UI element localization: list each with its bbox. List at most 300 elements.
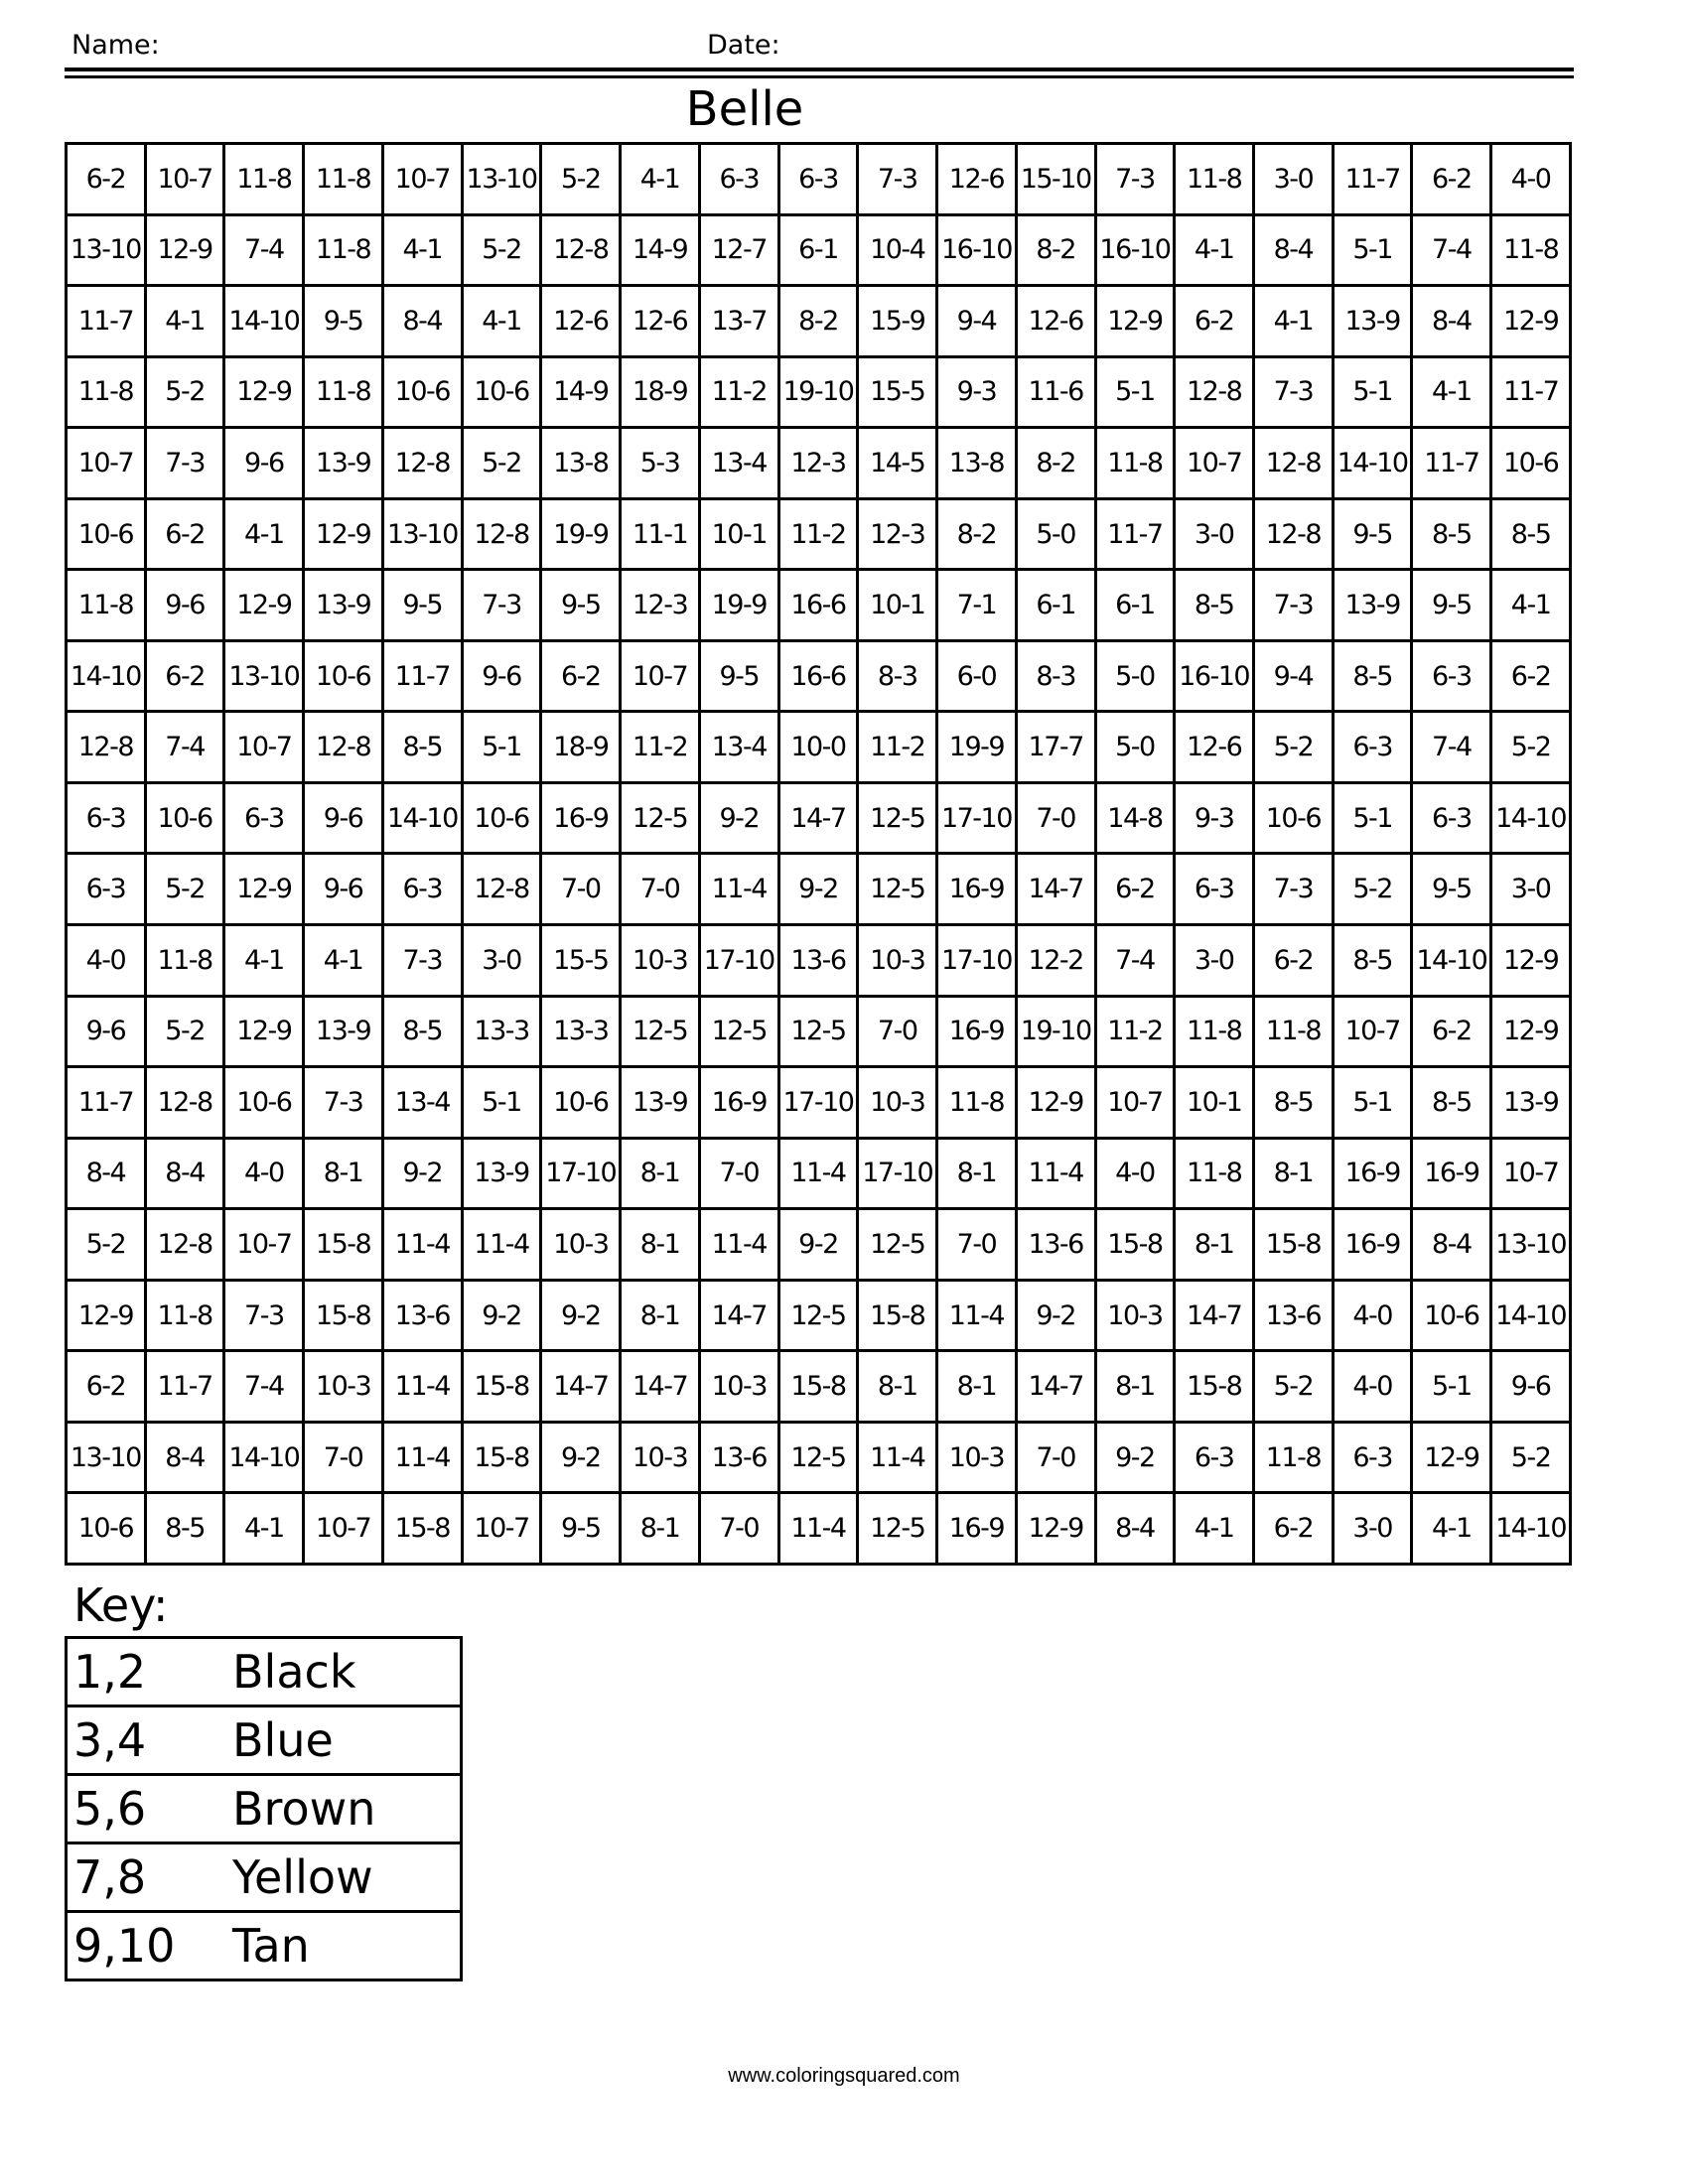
grid-cell[interactable]: 10-3 bbox=[858, 925, 937, 997]
grid-cell[interactable]: 5-2 bbox=[145, 356, 224, 428]
grid-cell[interactable]: 10-6 bbox=[224, 1067, 304, 1139]
grid-cell[interactable]: 14-10 bbox=[67, 640, 146, 712]
grid-cell[interactable]: 11-7 bbox=[1333, 144, 1412, 215]
grid-cell[interactable]: 5-3 bbox=[621, 428, 700, 499]
grid-cell[interactable]: 10-7 bbox=[1175, 428, 1254, 499]
grid-cell[interactable]: 8-5 bbox=[1491, 498, 1571, 570]
grid-cell[interactable]: 12-3 bbox=[621, 570, 700, 641]
grid-cell[interactable]: 14-7 bbox=[621, 1351, 700, 1423]
grid-cell[interactable]: 4-1 bbox=[304, 925, 383, 997]
grid-cell[interactable]: 10-7 bbox=[67, 428, 146, 499]
grid-cell[interactable]: 8-2 bbox=[778, 286, 858, 357]
grid-cell[interactable]: 19-10 bbox=[1016, 996, 1095, 1067]
grid-cell[interactable]: 9-2 bbox=[1016, 1280, 1095, 1351]
grid-cell[interactable]: 10-7 bbox=[145, 144, 224, 215]
grid-cell[interactable]: 8-3 bbox=[1016, 640, 1095, 712]
grid-cell[interactable]: 10-3 bbox=[621, 1422, 700, 1493]
grid-cell[interactable]: 7-0 bbox=[304, 1422, 383, 1493]
grid-cell[interactable]: 11-4 bbox=[699, 1209, 778, 1281]
grid-cell[interactable]: 6-3 bbox=[1333, 712, 1412, 783]
grid-cell[interactable]: 5-1 bbox=[462, 1067, 541, 1139]
grid-cell[interactable]: 5-0 bbox=[1095, 712, 1175, 783]
grid-cell[interactable]: 11-4 bbox=[699, 854, 778, 925]
grid-cell[interactable]: 3-0 bbox=[1175, 925, 1254, 997]
grid-cell[interactable]: 18-9 bbox=[621, 356, 700, 428]
grid-cell[interactable]: 12-8 bbox=[382, 428, 462, 499]
grid-cell[interactable]: 14-10 bbox=[1491, 1493, 1571, 1565]
grid-cell[interactable]: 8-3 bbox=[858, 640, 937, 712]
grid-cell[interactable]: 13-8 bbox=[937, 428, 1017, 499]
grid-cell[interactable]: 9-5 bbox=[541, 1493, 621, 1565]
grid-cell[interactable]: 9-5 bbox=[304, 286, 383, 357]
grid-cell[interactable]: 15-5 bbox=[858, 356, 937, 428]
grid-cell[interactable]: 10-7 bbox=[1491, 1138, 1571, 1209]
grid-cell[interactable]: 11-8 bbox=[937, 1067, 1017, 1139]
grid-cell[interactable]: 7-1 bbox=[937, 570, 1017, 641]
grid-cell[interactable]: 15-8 bbox=[304, 1209, 383, 1281]
grid-cell[interactable]: 10-6 bbox=[1491, 428, 1571, 499]
grid-cell[interactable]: 8-1 bbox=[1254, 1138, 1334, 1209]
grid-cell[interactable]: 6-2 bbox=[1254, 925, 1334, 997]
grid-cell[interactable]: 4-0 bbox=[1333, 1351, 1412, 1423]
grid-cell[interactable]: 12-3 bbox=[858, 498, 937, 570]
grid-cell[interactable]: 9-2 bbox=[778, 1209, 858, 1281]
grid-cell[interactable]: 13-9 bbox=[304, 996, 383, 1067]
grid-cell[interactable]: 8-1 bbox=[304, 1138, 383, 1209]
grid-cell[interactable]: 12-7 bbox=[699, 214, 778, 286]
grid-cell[interactable]: 11-7 bbox=[1412, 428, 1491, 499]
grid-cell[interactable]: 9-6 bbox=[304, 782, 383, 854]
grid-cell[interactable]: 13-9 bbox=[621, 1067, 700, 1139]
grid-cell[interactable]: 10-6 bbox=[382, 356, 462, 428]
grid-cell[interactable]: 9-6 bbox=[462, 640, 541, 712]
grid-cell[interactable]: 12-9 bbox=[1016, 1067, 1095, 1139]
grid-cell[interactable]: 6-2 bbox=[1412, 996, 1491, 1067]
grid-cell[interactable]: 15-8 bbox=[1254, 1209, 1334, 1281]
grid-cell[interactable]: 12-5 bbox=[699, 996, 778, 1067]
grid-cell[interactable]: 5-2 bbox=[67, 1209, 146, 1281]
grid-cell[interactable]: 6-3 bbox=[1412, 782, 1491, 854]
grid-cell[interactable]: 10-7 bbox=[382, 144, 462, 215]
grid-cell[interactable]: 11-4 bbox=[858, 1422, 937, 1493]
grid-cell[interactable]: 6-3 bbox=[382, 854, 462, 925]
grid-cell[interactable]: 9-6 bbox=[304, 854, 383, 925]
grid-cell[interactable]: 13-4 bbox=[699, 712, 778, 783]
grid-cell[interactable]: 9-2 bbox=[462, 1280, 541, 1351]
grid-cell[interactable]: 12-9 bbox=[1016, 1493, 1095, 1565]
grid-cell[interactable]: 12-8 bbox=[1175, 356, 1254, 428]
grid-cell[interactable]: 6-3 bbox=[67, 854, 146, 925]
grid-cell[interactable]: 14-10 bbox=[1412, 925, 1491, 997]
grid-cell[interactable]: 8-1 bbox=[1175, 1209, 1254, 1281]
grid-cell[interactable]: 9-5 bbox=[541, 570, 621, 641]
grid-cell[interactable]: 5-1 bbox=[1412, 1351, 1491, 1423]
grid-cell[interactable]: 13-10 bbox=[67, 1422, 146, 1493]
grid-cell[interactable]: 6-2 bbox=[1175, 286, 1254, 357]
grid-cell[interactable]: 8-4 bbox=[1412, 286, 1491, 357]
grid-cell[interactable]: 9-2 bbox=[1095, 1422, 1175, 1493]
grid-cell[interactable]: 11-4 bbox=[778, 1493, 858, 1565]
grid-cell[interactable]: 3-0 bbox=[462, 925, 541, 997]
grid-cell[interactable]: 15-8 bbox=[778, 1351, 858, 1423]
grid-cell[interactable]: 6-2 bbox=[541, 640, 621, 712]
grid-cell[interactable]: 9-3 bbox=[937, 356, 1017, 428]
grid-cell[interactable]: 11-1 bbox=[621, 498, 700, 570]
grid-cell[interactable]: 3-0 bbox=[1254, 144, 1334, 215]
grid-cell[interactable]: 15-5 bbox=[541, 925, 621, 997]
grid-cell[interactable]: 8-5 bbox=[382, 996, 462, 1067]
grid-cell[interactable]: 15-8 bbox=[1095, 1209, 1175, 1281]
grid-cell[interactable]: 13-10 bbox=[67, 214, 146, 286]
grid-cell[interactable]: 14-10 bbox=[224, 1422, 304, 1493]
grid-cell[interactable]: 13-9 bbox=[1333, 286, 1412, 357]
grid-cell[interactable]: 8-1 bbox=[937, 1138, 1017, 1209]
grid-cell[interactable]: 6-3 bbox=[224, 782, 304, 854]
grid-cell[interactable]: 17-10 bbox=[778, 1067, 858, 1139]
grid-cell[interactable]: 14-5 bbox=[858, 428, 937, 499]
grid-cell[interactable]: 14-10 bbox=[1491, 1280, 1571, 1351]
grid-cell[interactable]: 12-8 bbox=[145, 1209, 224, 1281]
grid-cell[interactable]: 4-1 bbox=[224, 925, 304, 997]
grid-cell[interactable]: 9-2 bbox=[699, 782, 778, 854]
grid-cell[interactable]: 13-3 bbox=[541, 996, 621, 1067]
grid-cell[interactable]: 15-8 bbox=[1175, 1351, 1254, 1423]
grid-cell[interactable]: 12-8 bbox=[462, 498, 541, 570]
grid-cell[interactable]: 14-7 bbox=[778, 782, 858, 854]
grid-cell[interactable]: 12-8 bbox=[462, 854, 541, 925]
grid-cell[interactable]: 6-2 bbox=[1412, 144, 1491, 215]
grid-cell[interactable]: 8-5 bbox=[1175, 570, 1254, 641]
grid-cell[interactable]: 18-9 bbox=[541, 712, 621, 783]
grid-cell[interactable]: 13-6 bbox=[1254, 1280, 1334, 1351]
grid-cell[interactable]: 8-5 bbox=[145, 1493, 224, 1565]
grid-cell[interactable]: 4-0 bbox=[1333, 1280, 1412, 1351]
grid-cell[interactable]: 10-6 bbox=[1254, 782, 1334, 854]
grid-cell[interactable]: 17-10 bbox=[937, 782, 1017, 854]
grid-cell[interactable]: 9-5 bbox=[1412, 570, 1491, 641]
grid-cell[interactable]: 7-4 bbox=[145, 712, 224, 783]
grid-cell[interactable]: 11-2 bbox=[699, 356, 778, 428]
grid-cell[interactable]: 12-8 bbox=[67, 712, 146, 783]
grid-cell[interactable]: 9-2 bbox=[541, 1422, 621, 1493]
grid-cell[interactable]: 10-4 bbox=[858, 214, 937, 286]
grid-cell[interactable]: 13-4 bbox=[382, 1067, 462, 1139]
grid-cell[interactable]: 7-3 bbox=[858, 144, 937, 215]
grid-cell[interactable]: 15-10 bbox=[1016, 144, 1095, 215]
grid-cell[interactable]: 12-9 bbox=[224, 996, 304, 1067]
grid-cell[interactable]: 9-6 bbox=[224, 428, 304, 499]
grid-cell[interactable]: 12-9 bbox=[224, 570, 304, 641]
grid-cell[interactable]: 12-9 bbox=[1491, 286, 1571, 357]
grid-cell[interactable]: 6-2 bbox=[1095, 854, 1175, 925]
grid-cell[interactable]: 4-1 bbox=[145, 286, 224, 357]
grid-cell[interactable]: 12-8 bbox=[1254, 498, 1334, 570]
grid-cell[interactable]: 11-8 bbox=[1175, 144, 1254, 215]
grid-cell[interactable]: 7-0 bbox=[1016, 782, 1095, 854]
grid-cell[interactable]: 7-3 bbox=[145, 428, 224, 499]
grid-cell[interactable]: 12-8 bbox=[304, 712, 383, 783]
grid-cell[interactable]: 10-1 bbox=[858, 570, 937, 641]
grid-cell[interactable]: 11-4 bbox=[778, 1138, 858, 1209]
grid-cell[interactable]: 16-9 bbox=[937, 1493, 1017, 1565]
grid-cell[interactable]: 5-2 bbox=[1333, 854, 1412, 925]
grid-cell[interactable]: 13-9 bbox=[1491, 1067, 1571, 1139]
grid-cell[interactable]: 9-5 bbox=[699, 640, 778, 712]
grid-cell[interactable]: 9-6 bbox=[67, 996, 146, 1067]
grid-cell[interactable]: 12-5 bbox=[621, 782, 700, 854]
grid-cell[interactable]: 10-7 bbox=[462, 1493, 541, 1565]
grid-cell[interactable]: 6-2 bbox=[145, 498, 224, 570]
grid-cell[interactable]: 11-7 bbox=[1095, 498, 1175, 570]
grid-cell[interactable]: 3-0 bbox=[1491, 854, 1571, 925]
grid-cell[interactable]: 7-4 bbox=[1412, 712, 1491, 783]
grid-cell[interactable]: 8-5 bbox=[1333, 925, 1412, 997]
grid-cell[interactable]: 5-2 bbox=[462, 214, 541, 286]
grid-cell[interactable]: 9-2 bbox=[778, 854, 858, 925]
grid-cell[interactable]: 8-4 bbox=[1254, 214, 1334, 286]
grid-cell[interactable]: 12-2 bbox=[1016, 925, 1095, 997]
grid-cell[interactable]: 5-2 bbox=[541, 144, 621, 215]
grid-cell[interactable]: 5-1 bbox=[1095, 356, 1175, 428]
grid-cell[interactable]: 7-3 bbox=[1254, 570, 1334, 641]
grid-cell[interactable]: 3-0 bbox=[1175, 498, 1254, 570]
grid-cell[interactable]: 12-6 bbox=[1175, 712, 1254, 783]
grid-cell[interactable]: 5-1 bbox=[1333, 1067, 1412, 1139]
grid-cell[interactable]: 14-9 bbox=[621, 214, 700, 286]
grid-cell[interactable]: 10-3 bbox=[304, 1351, 383, 1423]
grid-cell[interactable]: 5-0 bbox=[1095, 640, 1175, 712]
grid-cell[interactable]: 5-2 bbox=[1491, 712, 1571, 783]
grid-cell[interactable]: 12-6 bbox=[937, 144, 1017, 215]
grid-cell[interactable]: 5-1 bbox=[1333, 782, 1412, 854]
grid-cell[interactable]: 13-10 bbox=[382, 498, 462, 570]
grid-cell[interactable]: 12-9 bbox=[67, 1280, 146, 1351]
grid-cell[interactable]: 10-6 bbox=[462, 782, 541, 854]
grid-cell[interactable]: 6-3 bbox=[1175, 1422, 1254, 1493]
grid-cell[interactable]: 10-7 bbox=[224, 712, 304, 783]
grid-cell[interactable]: 14-7 bbox=[541, 1351, 621, 1423]
grid-cell[interactable]: 6-3 bbox=[699, 144, 778, 215]
grid-cell[interactable]: 4-0 bbox=[1491, 144, 1571, 215]
grid-cell[interactable]: 15-9 bbox=[858, 286, 937, 357]
grid-cell[interactable]: 7-4 bbox=[224, 1351, 304, 1423]
grid-cell[interactable]: 11-8 bbox=[145, 1280, 224, 1351]
grid-cell[interactable]: 11-7 bbox=[1491, 356, 1571, 428]
grid-cell[interactable]: 12-5 bbox=[858, 1209, 937, 1281]
grid-cell[interactable]: 7-3 bbox=[304, 1067, 383, 1139]
grid-cell[interactable]: 11-6 bbox=[1016, 356, 1095, 428]
grid-cell[interactable]: 11-7 bbox=[145, 1351, 224, 1423]
grid-cell[interactable]: 8-4 bbox=[145, 1138, 224, 1209]
grid-cell[interactable]: 11-2 bbox=[858, 712, 937, 783]
grid-cell[interactable]: 10-7 bbox=[304, 1493, 383, 1565]
grid-cell[interactable]: 4-1 bbox=[1412, 1493, 1491, 1565]
grid-cell[interactable]: 11-8 bbox=[224, 144, 304, 215]
grid-cell[interactable]: 6-2 bbox=[67, 144, 146, 215]
grid-cell[interactable]: 11-4 bbox=[382, 1351, 462, 1423]
grid-cell[interactable]: 8-1 bbox=[621, 1209, 700, 1281]
grid-cell[interactable]: 6-3 bbox=[1412, 640, 1491, 712]
grid-cell[interactable]: 8-2 bbox=[1016, 214, 1095, 286]
grid-cell[interactable]: 5-2 bbox=[1254, 1351, 1334, 1423]
grid-cell[interactable]: 17-7 bbox=[1016, 712, 1095, 783]
grid-cell[interactable]: 8-5 bbox=[382, 712, 462, 783]
grid-cell[interactable]: 16-9 bbox=[937, 996, 1017, 1067]
grid-cell[interactable]: 10-6 bbox=[145, 782, 224, 854]
grid-cell[interactable]: 13-9 bbox=[462, 1138, 541, 1209]
grid-cell[interactable]: 13-8 bbox=[541, 428, 621, 499]
grid-cell[interactable]: 4-1 bbox=[1254, 286, 1334, 357]
grid-cell[interactable]: 11-8 bbox=[304, 356, 383, 428]
grid-cell[interactable]: 17-10 bbox=[858, 1138, 937, 1209]
grid-cell[interactable]: 13-6 bbox=[382, 1280, 462, 1351]
grid-cell[interactable]: 8-1 bbox=[937, 1351, 1017, 1423]
grid-cell[interactable]: 8-2 bbox=[937, 498, 1017, 570]
grid-cell[interactable]: 13-4 bbox=[699, 428, 778, 499]
grid-cell[interactable]: 6-1 bbox=[778, 214, 858, 286]
grid-cell[interactable]: 8-2 bbox=[1016, 428, 1095, 499]
grid-cell[interactable]: 12-9 bbox=[1491, 996, 1571, 1067]
grid-cell[interactable]: 7-0 bbox=[937, 1209, 1017, 1281]
grid-cell[interactable]: 10-6 bbox=[67, 1493, 146, 1565]
grid-cell[interactable]: 15-8 bbox=[462, 1351, 541, 1423]
grid-cell[interactable]: 19-10 bbox=[778, 356, 858, 428]
grid-cell[interactable]: 13-6 bbox=[1016, 1209, 1095, 1281]
grid-cell[interactable]: 8-4 bbox=[145, 1422, 224, 1493]
grid-cell[interactable]: 4-0 bbox=[67, 925, 146, 997]
grid-cell[interactable]: 13-10 bbox=[224, 640, 304, 712]
grid-cell[interactable]: 12-8 bbox=[1254, 428, 1334, 499]
grid-cell[interactable]: 16-6 bbox=[778, 640, 858, 712]
grid-cell[interactable]: 13-9 bbox=[304, 570, 383, 641]
grid-cell[interactable]: 12-9 bbox=[1491, 925, 1571, 997]
grid-cell[interactable]: 16-9 bbox=[541, 782, 621, 854]
grid-cell[interactable]: 11-7 bbox=[67, 286, 146, 357]
grid-cell[interactable]: 11-2 bbox=[621, 712, 700, 783]
grid-cell[interactable]: 16-10 bbox=[1095, 214, 1175, 286]
grid-cell[interactable]: 11-8 bbox=[1175, 1138, 1254, 1209]
grid-cell[interactable]: 8-4 bbox=[1412, 1209, 1491, 1281]
grid-cell[interactable]: 12-6 bbox=[1016, 286, 1095, 357]
grid-cell[interactable]: 10-6 bbox=[1412, 1280, 1491, 1351]
grid-cell[interactable]: 6-2 bbox=[1254, 1493, 1334, 1565]
grid-cell[interactable]: 17-10 bbox=[699, 925, 778, 997]
grid-cell[interactable]: 16-6 bbox=[778, 570, 858, 641]
grid-cell[interactable]: 4-1 bbox=[382, 214, 462, 286]
grid-cell[interactable]: 9-6 bbox=[145, 570, 224, 641]
grid-cell[interactable]: 11-8 bbox=[67, 356, 146, 428]
grid-cell[interactable]: 10-1 bbox=[1175, 1067, 1254, 1139]
grid-cell[interactable]: 12-8 bbox=[541, 214, 621, 286]
grid-cell[interactable]: 15-8 bbox=[858, 1280, 937, 1351]
grid-cell[interactable]: 17-10 bbox=[937, 925, 1017, 997]
grid-cell[interactable]: 16-10 bbox=[1175, 640, 1254, 712]
grid-cell[interactable]: 11-8 bbox=[145, 925, 224, 997]
grid-cell[interactable]: 12-5 bbox=[778, 1422, 858, 1493]
grid-cell[interactable]: 7-3 bbox=[382, 925, 462, 997]
grid-cell[interactable]: 12-5 bbox=[778, 1280, 858, 1351]
grid-cell[interactable]: 8-4 bbox=[1095, 1493, 1175, 1565]
grid-cell[interactable]: 5-2 bbox=[145, 996, 224, 1067]
grid-cell[interactable]: 16-9 bbox=[1333, 1209, 1412, 1281]
grid-cell[interactable]: 8-5 bbox=[1333, 640, 1412, 712]
grid-cell[interactable]: 10-3 bbox=[937, 1422, 1017, 1493]
grid-cell[interactable]: 14-8 bbox=[1095, 782, 1175, 854]
grid-cell[interactable]: 9-5 bbox=[1333, 498, 1412, 570]
grid-cell[interactable]: 5-1 bbox=[462, 712, 541, 783]
grid-cell[interactable]: 11-4 bbox=[382, 1209, 462, 1281]
grid-cell[interactable]: 9-5 bbox=[382, 570, 462, 641]
grid-cell[interactable]: 14-10 bbox=[1491, 782, 1571, 854]
grid-cell[interactable]: 11-2 bbox=[1095, 996, 1175, 1067]
grid-cell[interactable]: 4-1 bbox=[224, 498, 304, 570]
grid-cell[interactable]: 13-9 bbox=[1333, 570, 1412, 641]
grid-cell[interactable]: 10-7 bbox=[621, 640, 700, 712]
grid-cell[interactable]: 10-0 bbox=[778, 712, 858, 783]
grid-cell[interactable]: 6-1 bbox=[1016, 570, 1095, 641]
grid-cell[interactable]: 7-3 bbox=[1254, 854, 1334, 925]
grid-cell[interactable]: 8-1 bbox=[1095, 1351, 1175, 1423]
grid-cell[interactable]: 10-7 bbox=[1095, 1067, 1175, 1139]
grid-cell[interactable]: 6-1 bbox=[1095, 570, 1175, 641]
grid-cell[interactable]: 14-7 bbox=[699, 1280, 778, 1351]
grid-cell[interactable]: 12-5 bbox=[858, 782, 937, 854]
grid-cell[interactable]: 7-0 bbox=[699, 1493, 778, 1565]
grid-cell[interactable]: 6-3 bbox=[1175, 854, 1254, 925]
grid-cell[interactable]: 15-8 bbox=[382, 1493, 462, 1565]
grid-cell[interactable]: 19-9 bbox=[937, 712, 1017, 783]
grid-cell[interactable]: 10-7 bbox=[224, 1209, 304, 1281]
grid-cell[interactable]: 11-8 bbox=[1254, 1422, 1334, 1493]
grid-cell[interactable]: 12-6 bbox=[541, 286, 621, 357]
grid-cell[interactable]: 7-4 bbox=[1095, 925, 1175, 997]
grid-cell[interactable]: 11-8 bbox=[67, 570, 146, 641]
grid-cell[interactable]: 14-7 bbox=[1016, 854, 1095, 925]
grid-cell[interactable]: 12-9 bbox=[304, 498, 383, 570]
grid-cell[interactable]: 13-6 bbox=[699, 1422, 778, 1493]
grid-cell[interactable]: 7-0 bbox=[1016, 1422, 1095, 1493]
grid-cell[interactable]: 5-2 bbox=[462, 428, 541, 499]
grid-cell[interactable]: 13-9 bbox=[304, 428, 383, 499]
grid-cell[interactable]: 4-0 bbox=[1095, 1138, 1175, 1209]
grid-cell[interactable]: 7-0 bbox=[621, 854, 700, 925]
grid-cell[interactable]: 8-1 bbox=[621, 1280, 700, 1351]
grid-cell[interactable]: 8-1 bbox=[858, 1351, 937, 1423]
grid-cell[interactable]: 12-6 bbox=[621, 286, 700, 357]
grid-cell[interactable]: 6-2 bbox=[1491, 640, 1571, 712]
grid-cell[interactable]: 4-1 bbox=[224, 1493, 304, 1565]
grid-cell[interactable]: 9-4 bbox=[937, 286, 1017, 357]
grid-cell[interactable]: 15-8 bbox=[304, 1280, 383, 1351]
grid-cell[interactable]: 4-1 bbox=[1175, 214, 1254, 286]
grid-cell[interactable]: 11-8 bbox=[1254, 996, 1334, 1067]
grid-cell[interactable]: 16-9 bbox=[937, 854, 1017, 925]
grid-cell[interactable]: 14-7 bbox=[1175, 1280, 1254, 1351]
grid-cell[interactable]: 12-9 bbox=[1095, 286, 1175, 357]
grid-cell[interactable]: 11-4 bbox=[462, 1209, 541, 1281]
grid-cell[interactable]: 14-10 bbox=[224, 286, 304, 357]
grid-cell[interactable]: 7-3 bbox=[1254, 356, 1334, 428]
grid-cell[interactable]: 8-4 bbox=[382, 286, 462, 357]
grid-cell[interactable]: 6-3 bbox=[1333, 1422, 1412, 1493]
grid-cell[interactable]: 13-10 bbox=[462, 144, 541, 215]
grid-cell[interactable]: 12-3 bbox=[778, 428, 858, 499]
grid-cell[interactable]: 12-5 bbox=[778, 996, 858, 1067]
grid-cell[interactable]: 16-9 bbox=[1333, 1138, 1412, 1209]
grid-cell[interactable]: 7-4 bbox=[224, 214, 304, 286]
grid-cell[interactable]: 10-6 bbox=[304, 640, 383, 712]
grid-cell[interactable]: 12-8 bbox=[145, 1067, 224, 1139]
